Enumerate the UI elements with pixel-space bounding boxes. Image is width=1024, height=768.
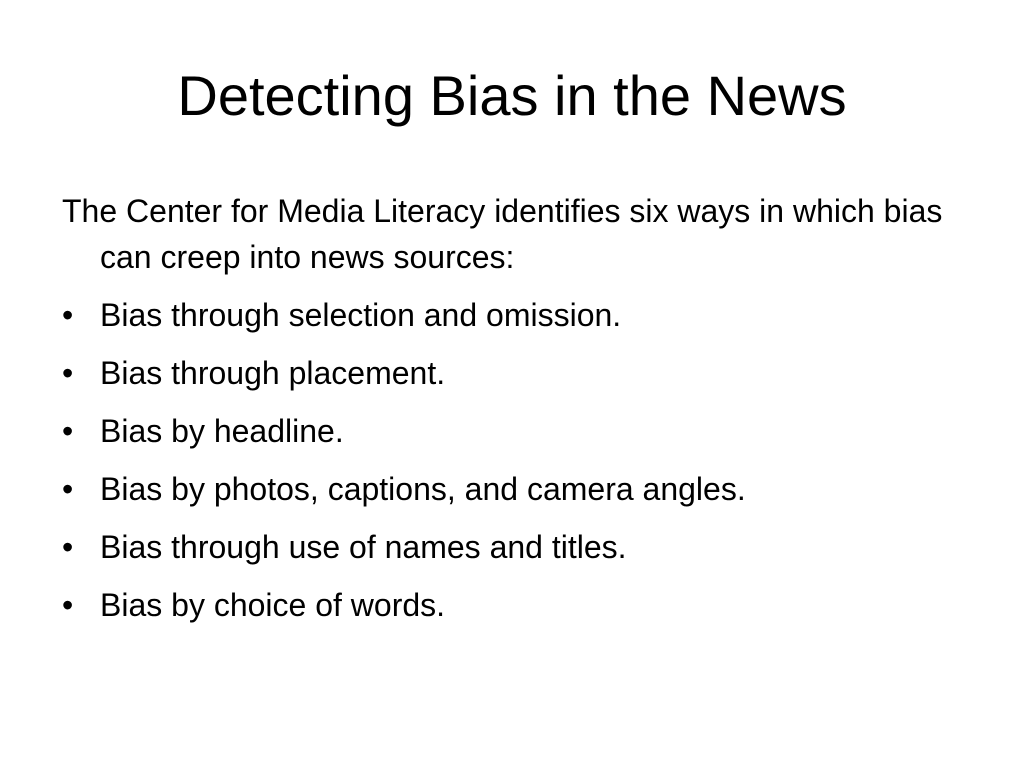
bullet-mark: •: [62, 413, 74, 449]
bullet-text: Bias through placement.: [100, 355, 446, 391]
bullet-text: Bias by headline.: [100, 413, 344, 449]
bullet-mark: •: [62, 297, 74, 333]
bullet-text: Bias by photos, captions, and camera angles.: [100, 471, 746, 507]
bullet-mark: •: [62, 529, 74, 565]
bullet-mark: •: [62, 355, 74, 391]
bullet-item: [62, 582, 982, 628]
bullet-mark: •: [62, 587, 74, 623]
slide-body: [62, 188, 982, 640]
bullet-item: [62, 350, 982, 396]
bullet-mark: •: [62, 471, 74, 507]
bullet-list: [62, 292, 982, 628]
bullet-text: Bias by choice of words.: [100, 587, 446, 623]
bullet-item: [62, 292, 982, 338]
intro-paragraph: The Center for Media Literacy identifies six ways in which bias can creep into news sources:: [62, 193, 943, 275]
bullet-text: Bias through selection and omission.: [100, 297, 622, 333]
bullet-text: Bias through use of names and titles.: [100, 529, 627, 565]
bullet-item: [62, 466, 982, 512]
bullet-item: [62, 408, 982, 454]
slide-title: Detecting Bias in the News: [177, 64, 847, 127]
bullet-item: [62, 524, 982, 570]
